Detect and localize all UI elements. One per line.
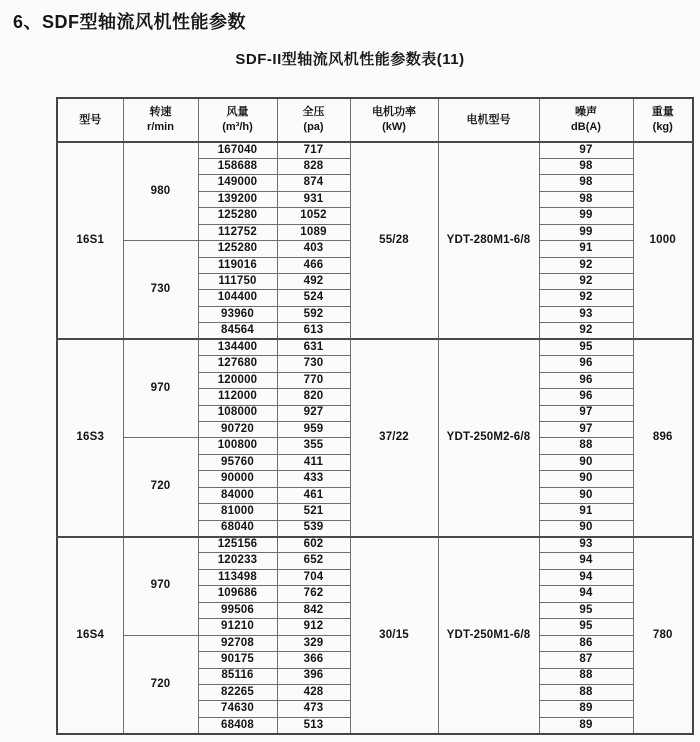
- header-label: 电机功率: [372, 106, 416, 119]
- cell-airflow: 112752: [198, 224, 277, 240]
- cell-airflow: 111750: [198, 274, 277, 290]
- cell-pressure: 770: [277, 372, 350, 388]
- cell-airflow: 68408: [198, 717, 277, 734]
- cell-noise: 95: [539, 602, 633, 618]
- col-header-motor: [438, 98, 539, 142]
- cell-noise: 90: [539, 471, 633, 487]
- cell-pressure: 411: [277, 454, 350, 470]
- cell-pressure: 652: [277, 553, 350, 569]
- cell-noise: 90: [539, 454, 633, 470]
- cell-pressure: 403: [277, 241, 350, 257]
- header-label: 型号: [79, 113, 102, 126]
- cell-airflow: 95760: [198, 454, 277, 470]
- cell-pressure: 355: [277, 438, 350, 454]
- cell-pressure: 931: [277, 191, 350, 207]
- cell-pressure: 762: [277, 586, 350, 602]
- cell-power: 37/22: [350, 339, 438, 536]
- cell-noise: 94: [539, 569, 633, 585]
- cell-motor: YDT-280M1-6/8: [438, 142, 539, 339]
- cell-pressure: 730: [277, 356, 350, 372]
- col-header-power: [350, 98, 438, 142]
- cell-noise: 92: [539, 274, 633, 290]
- col-header-noise: [539, 98, 633, 142]
- cell-airflow: 82265: [198, 684, 277, 700]
- table-title: SDF-II型轴流风机性能参数表(11): [235, 51, 465, 68]
- header-unit: (m³/h): [222, 121, 253, 133]
- cell-pressure: 820: [277, 389, 350, 405]
- header-label: 噪声: [575, 106, 597, 119]
- cell-noise: 92: [539, 323, 633, 339]
- cell-model: 16S4: [57, 537, 123, 735]
- cell-speed: 720: [123, 438, 198, 537]
- cell-airflow: 90000: [198, 471, 277, 487]
- cell-noise: 88: [539, 438, 633, 454]
- cell-airflow: 125280: [198, 208, 277, 224]
- cell-model: 16S1: [57, 142, 123, 339]
- cell-airflow: 119016: [198, 257, 277, 273]
- cell-noise: 97: [539, 421, 633, 437]
- cell-airflow: 92708: [198, 635, 277, 651]
- header-unit: (kW): [382, 121, 406, 133]
- header-row: [57, 98, 693, 142]
- cell-motor: YDT-250M1-6/8: [438, 537, 539, 735]
- header-unit: (kg): [652, 121, 673, 133]
- cell-pressure: 473: [277, 701, 350, 717]
- cell-pressure: 461: [277, 487, 350, 503]
- cell-model: 16S3: [57, 339, 123, 536]
- cell-speed: 970: [123, 537, 198, 636]
- cell-noise: 90: [539, 487, 633, 503]
- cell-noise: 92: [539, 290, 633, 306]
- cell-airflow: 139200: [198, 191, 277, 207]
- cell-noise: 88: [539, 684, 633, 700]
- cell-pressure: 521: [277, 504, 350, 520]
- header-label: 全压: [302, 106, 325, 119]
- parameters-table: [56, 97, 694, 735]
- cell-pressure: 602: [277, 537, 350, 553]
- cell-weight: 896: [633, 339, 693, 536]
- cell-pressure: 613: [277, 323, 350, 339]
- cell-speed: 720: [123, 635, 198, 734]
- cell-pressure: 959: [277, 421, 350, 437]
- cell-pressure: 704: [277, 569, 350, 585]
- cell-noise: 96: [539, 372, 633, 388]
- table-header: [57, 98, 693, 142]
- cell-airflow: 109686: [198, 586, 277, 602]
- cell-pressure: 366: [277, 652, 350, 668]
- cell-noise: 92: [539, 257, 633, 273]
- cell-airflow: 90175: [198, 652, 277, 668]
- cell-pressure: 927: [277, 405, 350, 421]
- cell-pressure: 524: [277, 290, 350, 306]
- col-header-speed: [123, 98, 198, 142]
- cell-noise: 98: [539, 191, 633, 207]
- cell-airflow: 120233: [198, 553, 277, 569]
- cell-speed: 730: [123, 241, 198, 340]
- cell-noise: 98: [539, 158, 633, 174]
- cell-pressure: 828: [277, 158, 350, 174]
- cell-airflow: 112000: [198, 389, 277, 405]
- cell-airflow: 68040: [198, 520, 277, 536]
- cell-airflow: 167040: [198, 142, 277, 158]
- cell-noise: 95: [539, 339, 633, 355]
- cell-speed: 980: [123, 142, 198, 241]
- col-header-weight: [633, 98, 693, 142]
- cell-weight: 780: [633, 537, 693, 735]
- cell-noise: 99: [539, 224, 633, 240]
- cell-airflow: 127680: [198, 356, 277, 372]
- cell-noise: 88: [539, 668, 633, 684]
- cell-noise: 93: [539, 306, 633, 322]
- cell-airflow: 149000: [198, 175, 277, 191]
- cell-airflow: 91210: [198, 619, 277, 635]
- page-title: 6、SDF型轴流风机性能参数: [13, 12, 247, 32]
- cell-airflow: 158688: [198, 158, 277, 174]
- cell-power: 30/15: [350, 537, 438, 735]
- cell-airflow: 81000: [198, 504, 277, 520]
- cell-noise: 98: [539, 175, 633, 191]
- cell-pressure: 874: [277, 175, 350, 191]
- header-label: 电机型号: [466, 113, 511, 126]
- cell-noise: 94: [539, 553, 633, 569]
- cell-noise: 89: [539, 717, 633, 734]
- cell-pressure: 912: [277, 619, 350, 635]
- cell-pressure: 1052: [277, 208, 350, 224]
- cell-pressure: 433: [277, 471, 350, 487]
- cell-airflow: 120000: [198, 372, 277, 388]
- cell-airflow: 93960: [198, 306, 277, 322]
- cell-airflow: 99506: [198, 602, 277, 618]
- cell-weight: 1000: [633, 142, 693, 339]
- table-body: [57, 142, 693, 734]
- cell-noise: 93: [539, 537, 633, 553]
- cell-noise: 96: [539, 356, 633, 372]
- cell-pressure: 396: [277, 668, 350, 684]
- cell-speed: 970: [123, 339, 198, 438]
- cell-noise: 91: [539, 241, 633, 257]
- cell-noise: 86: [539, 635, 633, 651]
- cell-noise: 97: [539, 142, 633, 158]
- col-header-pressure: [277, 98, 350, 142]
- cell-airflow: 125280: [198, 241, 277, 257]
- header-label: 转速: [149, 106, 172, 119]
- cell-airflow: 74630: [198, 701, 277, 717]
- cell-noise: 89: [539, 701, 633, 717]
- cell-noise: 96: [539, 389, 633, 405]
- cell-pressure: 592: [277, 306, 350, 322]
- table-row: [57, 339, 693, 355]
- col-header-airflow: [198, 98, 277, 142]
- cell-noise: 97: [539, 405, 633, 421]
- cell-pressure: 513: [277, 717, 350, 734]
- cell-airflow: 84000: [198, 487, 277, 503]
- cell-pressure: 428: [277, 684, 350, 700]
- cell-pressure: 492: [277, 274, 350, 290]
- cell-airflow: 125156: [198, 537, 277, 553]
- table-row: [57, 537, 693, 553]
- header-label: 重量: [651, 106, 674, 119]
- cell-airflow: 85116: [198, 668, 277, 684]
- cell-pressure: 466: [277, 257, 350, 273]
- cell-pressure: 539: [277, 520, 350, 536]
- cell-noise: 94: [539, 586, 633, 602]
- cell-airflow: 108000: [198, 405, 277, 421]
- header-label: 风量: [226, 106, 249, 119]
- cell-airflow: 104400: [198, 290, 277, 306]
- table-row: [57, 142, 693, 158]
- cell-pressure: 329: [277, 635, 350, 651]
- header-unit: (pa): [303, 121, 324, 133]
- cell-noise: 87: [539, 652, 633, 668]
- cell-pressure: 717: [277, 142, 350, 158]
- cell-noise: 99: [539, 208, 633, 224]
- col-header-model: [57, 98, 123, 142]
- cell-noise: 95: [539, 619, 633, 635]
- cell-pressure: 842: [277, 602, 350, 618]
- cell-motor: YDT-250M2-6/8: [438, 339, 539, 536]
- cell-noise: 91: [539, 504, 633, 520]
- cell-airflow: 113498: [198, 569, 277, 585]
- cell-pressure: 1089: [277, 224, 350, 240]
- cell-airflow: 100800: [198, 438, 277, 454]
- cell-airflow: 90720: [198, 421, 277, 437]
- cell-power: 55/28: [350, 142, 438, 339]
- header-unit: dB(A): [571, 121, 601, 133]
- cell-noise: 90: [539, 520, 633, 536]
- header-unit: r/min: [147, 121, 174, 133]
- cell-airflow: 84564: [198, 323, 277, 339]
- cell-airflow: 134400: [198, 339, 277, 355]
- cell-pressure: 631: [277, 339, 350, 355]
